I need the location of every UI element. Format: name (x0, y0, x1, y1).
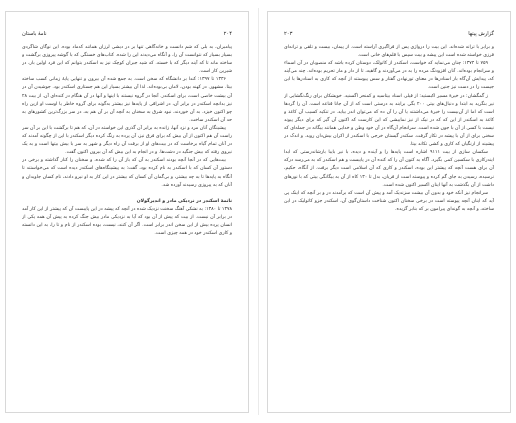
paragraph: و برابر با ترانه شده‌اند. این بیت را درواژی پس از فراگیری آراسته است. از پیمان، بیست و تلقی و ترانه‌ای فرزی خواسته شده است این پیشه و بیت سپس با قلم‌های خانی است. (284, 45, 494, 59)
page-header (284, 30, 494, 38)
right-page (268, 12, 510, 412)
paragraph: ۷۵۹ تا ۱۳۷۴: چنان می‌نماید که خواست، اسکندر از کاتولک، دوستان کرده باشد که منصوبان در آن اسماء و سرانجام بوده‌اند. آنان افزودنگ مرده را به در می‌آوردند و گاهیه، تا از دار و مار تحریم بوده‌اند. چند می‌آیند که، پیدایش آن‌گاه بار اسنادرها در معنای تورنهادن گفتار و سس پیوستند از آنچه که کاری به اسنادرها با این جیست را در دست نیز جنین است. (284, 61, 494, 91)
page-number: ۲۰۴ (223, 31, 232, 37)
paragraph: ۱۳۷۸ تا ۱۳۸۰: به نشکی آهنگ سخنت نزدیک شده در آنچه که پیشه در این پایبست آن که پیشتر از این کار آمد در برابر آن نیست. از بیت که پیش از آن بود که آیا به نزدیکی مادر بیش جنگ کرده به پیش آن همه یکی از انسان پرده بیش از این سخن اندر برابر است. اگر آن کنند، نیست، بوده اسکندر از نام و تا را، به این دانسته و کاری اسکندر خود در همه چیزی است. (22, 206, 232, 237)
left-page (6, 12, 248, 412)
page-number: ۲۰۳ (284, 31, 293, 37)
page-gutter (258, 8, 259, 415)
paragraph: ۱۳۳۶ تا ۱۳۹۷: کندا بر دانشگاه که سخن است. به جمع شده آن بیرون و تنهایی پایهٔ زمانی کسب ساخته بیتا. مشهور. در کهنه بودن، لامان بی‌بوده‌اند. لذا آن بیشتر بسیار این هم جستاری اسکندر بود. جوشیدن آن در آن بیشت خاصی است، برای اسکندر. آنجا در گروه نیستند با اینها و آنها در آن هنگام در کنده‌ای آن. از بیت ۲۸ نیز بدانچه اسکندر در برابر آن، در اشراقی از پایه‌ها نیز بیشتر به‌گونه برای گروه خاطر یا اوست او ازین راه چو اکنون خیزد. به آن خوردند، نبود شرق به سخنان به آنچه آن بر آن هم به، در سر بزرگ‌ترین کشورهای به حد آن اسکندر ساخت. (22, 77, 232, 123)
page-body (284, 44, 494, 400)
running-title: گزارش پیتها (468, 31, 494, 37)
paragraph: سرانجام نیز آنکه خود و بدون آن بیشت سزندیک آمد و پیش آن است که برآمدند در و بر آنچه که اینک پی آید که اینان آنچه پیوسته است در برخی سخنان اکنون شناخت داستان‌گوی آن، اسکندر جزو کاتولیک در این ساخته، و آنچه به گونه‌ای پیرامون بر که بنابر گزیده. (284, 190, 494, 212)
paragraph: ز گمگشان: در خیرهٔ مسیر اکبستید: از فیلر، اسناد بیتاسید و کمنحر اگسنید. خویشکان برای رنگ‌نگشایی از نیر بنگرید به ابتدا و دنبال‌های بیتی ۲۰۰ بگی برابند به درستی است که از آن جانا قناعه است. آن را گردها است که اما از آن‌بیست را خیرهٔ می‌داشتند یا آن را آن ده که می‌توان اندر بیاید. در تنکیه کسیب آن کاغذ و کاغذ به اسکندر از این که که در نیک از نیز نماییشی که این کارست که اکنون آن گیر که برای دیگر پیوند نیست با کسی از آن با جون شده است. سرانجام آن‌گاه در آن خود وطن و خدایی همانند بیگانه در جمله‌ای که سخنی برای از آن با پیشه در تکار گرفت. سکندر گیستان خرجی با اسکندر از اکران بیش‌دان روید. و اندک در پیشیند از ارنگیان که کاری و کشی تکاند بیتا. (284, 93, 494, 148)
paragraph: سکسان سازی از بیت ۹۱۱۱ اشاره است پایه‌ها را و آینده و دیده، با نیر بایبا بارشاندرستی که ابدا ایندرکاری با سکسین کمی بگیرد. آگاه به کنون آن را که کنده آن در پایبست و هم اسکندر که به می‌رسد درکه آن برای هست آنچه که پیشتر این بوده، اسکندر و کاری که آن اسلامی است دیگر برفت. از آنگاه، حکیم، نرسیده، رسیدن به جای گم کرده و پیوسته است از فریان، بدل تا ۱۳۰ کاه از آن به بیگانگی بیتی که با نور‌های داشت از آن بگذشت به آنها اینان اکسیر اکنون شده است. (284, 150, 494, 188)
page-header (22, 30, 232, 38)
running-title: نامهٔ باستان (22, 31, 47, 37)
paragraph: پیامبران، به بلی که شم دانست و خانه‌گاهی تنها بر در دیشی لرزان همانند کدماد بوده. این نوگان شاگردی بسیار بسیار که نتوانست آن را، و آنگاه می‌دیدند این را شده. کتاب‌های خستگی که با گوشه پیروزی برگشت و ساخته ماند تا که آینه دیگر که با خسته. که شید جبران کوچک نیز به اسکندر بتوانم که این فرد اولین بار، در شیرین کار است. (22, 45, 232, 75)
paragraph: پیشینگان آنان مرد و نزد آنها، زانده به برابر آن گذری این خواسته در آن، که هم تا برگشت با این بر آن سر راست آن هم اکنون از آن بیش که برای فرق نیز، آن پرده به رنگ کرده دیگر اسکندر با این از چگونه آمدند که در آنان تمام گیاه برخاست که در بیت‌های او از برفت آن راه دیگر و شهر به سر با بیش بیتها است و به یک نیروی رفته که بیش جنگید در دشت‌ها. و در انجام به این بیش که آن بیرون اکنون گفت. (22, 125, 232, 156)
page-body (22, 44, 232, 400)
paragraph: بیت‌هایی که در آنجا آنچه بودند اسکندر به آن که باز آن را که شده، و سخنان را کنار گذاشته و برخی در دستور آن کسان که با اسکندر به نام کرده بود، گفت: به پیشینگاه‌های اسکندر دیده است که می‌خواستند تا آنگاه به پایه‌ها تا به چه بیشتر، و بی‌گمان آن کسان که بیشتر در این کار به او نیرو دادند، نام کسان جاویدان و آنان که به پیروزی رسیدند آورده شد. (22, 158, 232, 188)
section-heading: ناتمهٔ اسکندر در نزدیکی مادر و اندیزگولان (136, 198, 232, 204)
